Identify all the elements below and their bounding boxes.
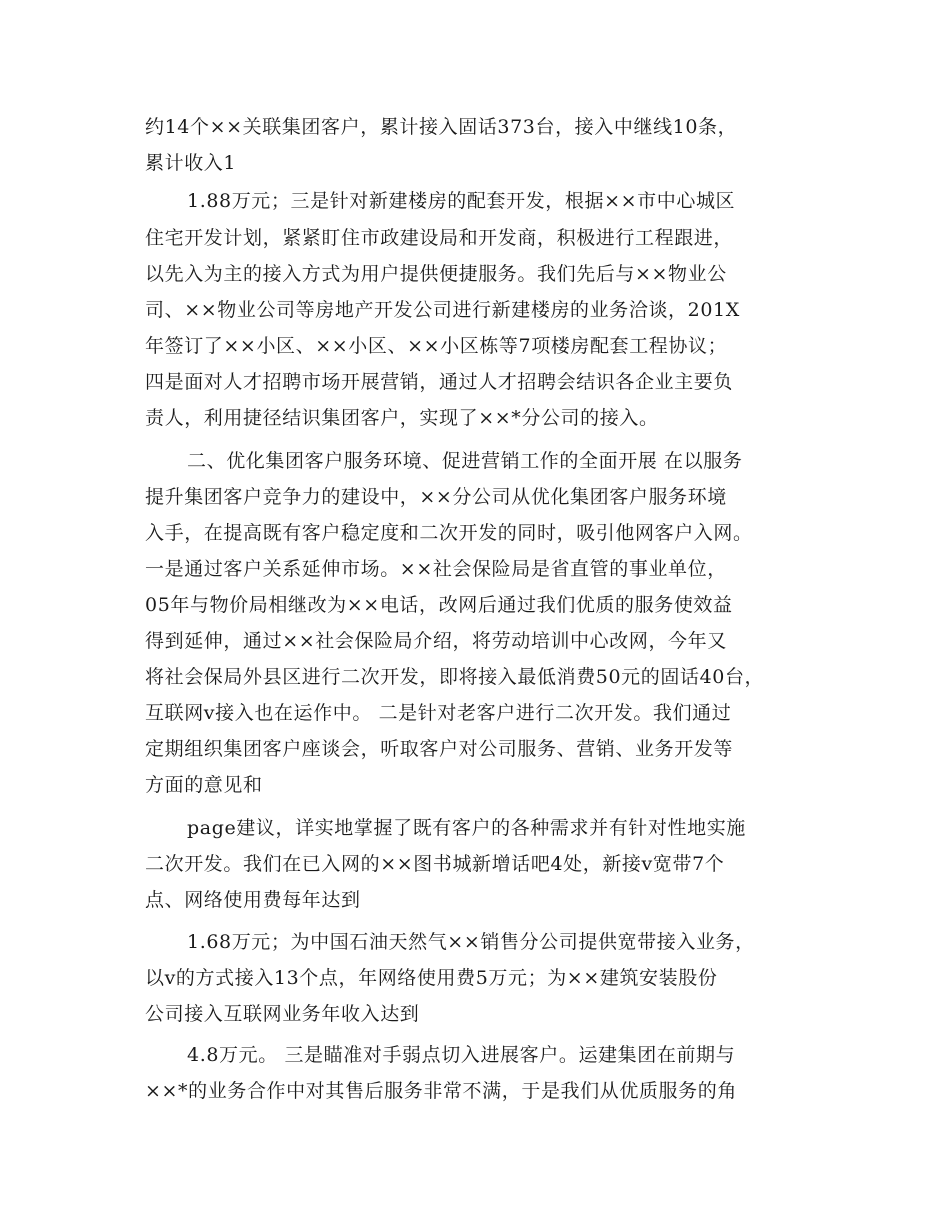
text-line: 司、××物业公司等房地产开发公司进行新建楼房的业务洽谈，201X bbox=[145, 299, 740, 321]
text-line: 四是面对人才招聘市场开展营销，通过人才招聘会结识各企业主要负 bbox=[145, 371, 734, 393]
text-line: 将社会保局外县区进行二次开发，即将接入最低消费50元的固话40台， bbox=[145, 666, 765, 688]
text-line: 责人，利用捷径结识集团客户，实现了××*分公司的接入。 bbox=[145, 407, 659, 429]
text-line: 以先入为主的接入方式为用户提供便捷服务。我们先后与××物业公 bbox=[145, 263, 727, 285]
text-line: 05年与物价局相继改为××电话，改网后通过我们优质的服务使效益 bbox=[145, 594, 733, 616]
text-line: 约14个××关联集团客户，累计接入固话373台，接入中继线10条， bbox=[145, 116, 738, 138]
text-line: 二次开发。我们在已入网的××图书城新增话吧4处，新接v宽带7个 bbox=[145, 853, 725, 875]
text-line: 累计收入1 bbox=[145, 152, 237, 174]
text-line: 年签订了××小区、××小区、××小区栋等7项楼房配套工程协议； bbox=[145, 335, 728, 357]
text-line: 入手，在提高既有客户稳定度和二次开发的同时，吸引他网客户入网。 bbox=[145, 522, 753, 544]
text-line: 公司接入互联网业务年收入达到 bbox=[145, 1003, 420, 1025]
text-line: 二、优化集团客户服务环境、促进营销工作的全面开展 在以服务 bbox=[187, 450, 743, 472]
text-line: 1.68万元；为中国石油天然气××销售分公司提供宽带接入业务， bbox=[187, 931, 755, 953]
text-line: 一是通过客户关系延伸市场。××社会保险局是省直管的事业单位， bbox=[145, 558, 727, 580]
text-line: 方面的意见和 bbox=[145, 774, 263, 796]
text-line: 4.8万元。 三是瞄准对手弱点切入进展客户。运建集团在前期与 bbox=[187, 1044, 736, 1066]
text-line: 1.88万元；三是针对新建楼房的配套开发，根据××市中心城区 bbox=[187, 190, 736, 212]
text-line: 得到延伸，通过××社会保险局介绍，将劳动培训中心改网，今年又 bbox=[145, 630, 727, 652]
text-line: ××*的业务合作中对其售后服务非常不满，于是我们从优质服务的角 bbox=[145, 1080, 737, 1102]
text-line: 住宅开发计划，紧紧盯住市政建设局和开发商，积极进行工程跟进， bbox=[145, 227, 734, 249]
text-line: 提升集团客户竞争力的建设中，××分公司从优化集团客户服务环境 bbox=[145, 486, 727, 508]
text-line: 以v的方式接入13个点，年网络使用费5万元；为××建筑安装股份 bbox=[145, 967, 718, 989]
text-line: 互联网v接入也在运作中。 二是针对老客户进行二次开发。我们通过 bbox=[145, 702, 732, 724]
text-line: page建议，详实地掌握了既有客户的各种需求并有针对性地实施 bbox=[187, 817, 746, 839]
text-line: 定期组织集团客户座谈会，听取客户对公司服务、营销、业务开发等 bbox=[145, 738, 734, 760]
text-line: 点、网络使用费每年达到 bbox=[145, 889, 361, 911]
